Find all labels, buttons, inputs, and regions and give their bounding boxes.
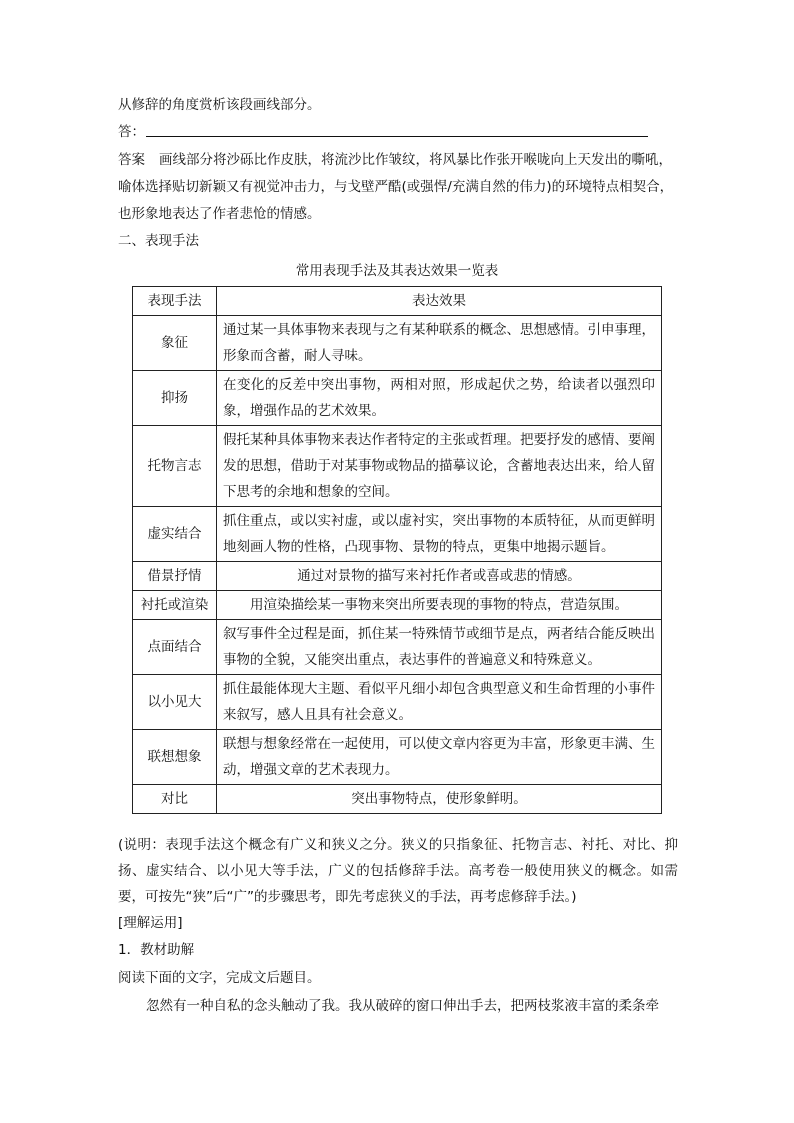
table-row	[133, 371, 662, 426]
method-name: 对比	[133, 785, 217, 814]
table-row	[133, 730, 662, 785]
table-row	[133, 426, 662, 507]
method-effect: 抓住最能体现大主题、看似平凡细小却包含典型意义和生命哲理的小事件来叙写，感人且具有社会意义。	[217, 675, 662, 730]
methods-table	[132, 286, 662, 814]
method-effect: 联想与想象经常在一起使用，可以使文章内容更为丰富，形象更丰满、生动，增强文章的艺术表现力。	[217, 730, 662, 785]
answer-blank-line[interactable]	[146, 136, 648, 137]
method-name: 托物言志	[133, 426, 217, 507]
method-name: 联想想象	[133, 730, 217, 785]
answer-key-label: 答案	[118, 152, 145, 168]
method-name: 以小见大	[133, 675, 217, 730]
section-heading: 二、表现手法	[118, 233, 199, 249]
method-effect: 通过对景物的描写来衬托作者或喜或悲的情感。	[217, 562, 662, 591]
item-heading: 1．教材助解	[118, 942, 195, 958]
method-name: 借景抒情	[133, 562, 217, 591]
method-name: 点面结合	[133, 620, 217, 675]
method-effect: 通过某一具体事物来表现与之有某种联系的概念、思想感情。引申事理，形象而含蓄，耐人寻味。	[217, 316, 662, 371]
method-effect: 抓住重点，或以实衬虚，或以虚衬实，突出事物的本质特征，从而更鲜明地刻画人物的性格，凸现事物、景物的特点，更集中地揭示题旨。	[217, 507, 662, 562]
table-row	[133, 675, 662, 730]
method-effect: 用渲染描绘某一事物来突出所要表现的事物的特点，营造氛围。	[217, 591, 662, 620]
table-title: 常用表现手法及其表达效果一览表	[295, 263, 499, 279]
table-row	[133, 591, 662, 620]
table-row	[133, 620, 662, 675]
method-name: 虚实结合	[133, 507, 217, 562]
header-effect: 表达效果	[217, 287, 662, 316]
passage-text: 忽然有一种自私的念头触动了我。我从破碎的窗口伸出手去，把两枝浆液丰富的柔条牵	[146, 998, 659, 1014]
instruction-text: 阅读下面的文字，完成文后题目。	[118, 970, 321, 986]
method-name: 象征	[133, 316, 217, 371]
method-effect: 突出事物特点，使形象鲜明。	[217, 785, 662, 814]
note-paragraph: (说明：表现手法这个概念有广义和狭义之分。狭义的只指象征、托物言志、衬托、对比、抑扬、虚实结合、以小见大等手法，广义的包括修辞手法。高考卷一般使用狭义的概念。如需要，可按先“狭”后“广”的步骤思考，即先考虑狭义的手法，再考虑修辞手法。)	[118, 837, 678, 905]
answer-key-line-2: 喻体选择贴切新颖又有视觉冲击力，与戈壁严酷(或强悍/充满自然的伟力)的环境特点相契合，	[118, 179, 674, 195]
answer-label: 答：	[118, 124, 145, 140]
table-row	[133, 562, 662, 591]
answer-key-line-3: 也形象地表达了作者悲怆的情感。	[118, 206, 321, 222]
method-name: 衬托或渲染	[133, 591, 217, 620]
question-text: 从修辞的角度赏析该段画线部分。	[118, 97, 321, 113]
practice-heading: [理解运用]	[118, 915, 183, 931]
header-method: 表现手法	[133, 287, 217, 316]
method-effect: 在变化的反差中突出事物，两相对照，形成起伏之势，给读者以强烈印象，增强作品的艺术效果。	[217, 371, 662, 426]
table-header-row	[133, 287, 662, 316]
method-effect: 叙写事件全过程是面，抓住某一特殊情节或细节是点，两者结合能反映出事物的全貌，又能突出重点，表达事件的普遍意义和特殊意义。	[217, 620, 662, 675]
table-row	[133, 316, 662, 371]
table-row	[133, 507, 662, 562]
method-name: 抑扬	[133, 371, 217, 426]
answer-key-text-1: 画线部分将沙砾比作皮肤，将流沙比作皱纹，将风暴比作张开喉咙向上天发出的嘶吼，	[159, 152, 672, 168]
answer-key-line-1	[118, 150, 672, 170]
method-effect: 假托某种具体事物来表达作者特定的主张或哲理。把要抒发的感情、要阐发的思想，借助于对某事物或物品的描摹议论，含蓄地表达出来，给人留下思考的余地和想象的空间。	[217, 426, 662, 507]
table-row	[133, 785, 662, 814]
